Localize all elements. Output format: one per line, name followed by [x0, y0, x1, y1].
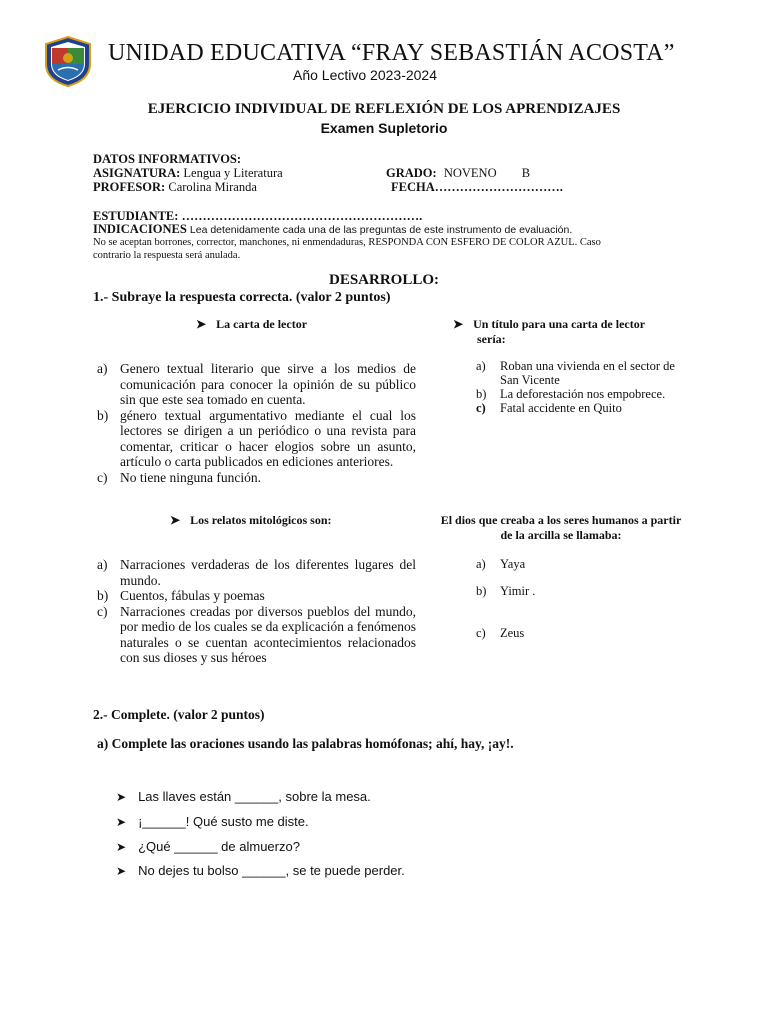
grade-value: NOVENO [443, 166, 497, 180]
sentence-text: ¡______! Qué susto me diste. [138, 814, 309, 829]
student-blank: …………………………………………………. [181, 209, 423, 223]
arrow-bullet-icon: ➤ [453, 317, 464, 331]
block3-title-text: Los relatos mitológicos son: [190, 513, 332, 527]
option-letter: a) [97, 557, 108, 572]
instructions-label: INDICACIONES [93, 222, 187, 236]
option-text: Yaya [500, 557, 526, 571]
list-item[interactable] [97, 604, 416, 666]
teacher-value: Carolina Miranda [168, 180, 257, 194]
rules-line-2: contrario la respuesta será anulada. [93, 250, 241, 261]
option-text: La deforestación nos empobrece. [500, 387, 666, 401]
option-letter: b) [97, 407, 109, 423]
sentence-item[interactable] [116, 814, 309, 829]
teacher-label: PROFESOR: [93, 180, 166, 194]
block1-title [196, 317, 307, 332]
block4-option-c[interactable] [476, 626, 676, 640]
date-label: FECHA [391, 180, 435, 194]
block4-title-line1: El dios que creaba a los seres humanos a partir [440, 513, 682, 527]
block2-options [476, 359, 694, 415]
option-letter: c) [476, 626, 486, 640]
block3-options [97, 557, 416, 666]
block3-title [170, 513, 332, 528]
option-letter: b) [97, 588, 109, 603]
option-text: Cuentos, fábulas y poemas [120, 588, 265, 603]
subject-line [93, 166, 283, 180]
block4-title-line2: de la arcilla se llamaba: [500, 528, 622, 542]
student-line [93, 209, 422, 223]
option-text: Roban una vivienda en el sector de San Vicente [500, 359, 675, 387]
school-name: UNIDAD EDUCATIVA “FRAY SEBASTIÁN ACOSTA” [108, 40, 675, 66]
option-letter: a) [476, 557, 486, 571]
arrow-bullet-icon: ➤ [116, 815, 127, 829]
exercise-title: EJERCICIO INDIVIDUAL DE REFLEXIÓN DE LOS APRENDIZAJES [147, 101, 621, 117]
block4-option-b[interactable] [476, 584, 676, 598]
subject-value: Lengua y Literatura [183, 166, 283, 180]
option-letter: b) [476, 387, 487, 401]
question-1: 1.- Subraye la respuesta correcta. (valor 2 puntos) [93, 290, 391, 305]
grade-label: GRADO: [386, 166, 437, 180]
list-item[interactable] [97, 470, 416, 486]
question-2a: a) Complete las oraciones usando las palabras homófonas; ahí, hay, ¡ay!. [97, 736, 514, 751]
student-label: ESTUDIANTE: [93, 209, 179, 223]
option-letter: c) [476, 401, 486, 415]
option-text: No tiene ninguna función. [120, 469, 261, 485]
date-blank: …………………………. [434, 180, 563, 194]
arrow-bullet-icon: ➤ [170, 513, 181, 527]
option-text: Yimir . [500, 584, 536, 598]
school-year: Año Lectivo 2023-2024 [293, 67, 437, 83]
option-letter: c) [97, 603, 108, 619]
option-letter: a) [97, 361, 108, 376]
block1-title-text: La carta de lector [216, 317, 308, 331]
sentence-item[interactable] [116, 789, 371, 804]
block1-options [97, 361, 416, 485]
option-text: Zeus [500, 626, 525, 640]
arrow-bullet-icon: ➤ [116, 790, 127, 804]
subject-label: ASIGNATURA: [93, 166, 181, 180]
block2-title-line1: Un título para una carta de lector [473, 317, 646, 331]
option-letter: a) [476, 359, 486, 373]
sentence-item[interactable] [116, 863, 405, 878]
sentence-text: Las llaves están ______, sobre la mesa. [138, 789, 371, 804]
grade-section: B [521, 166, 531, 180]
arrow-bullet-icon: ➤ [116, 864, 127, 878]
sentence-text: ¿Qué ______ de almuerzo? [138, 839, 300, 854]
exercise-subtitle: Examen Supletorio [320, 120, 448, 136]
grade-line [386, 166, 530, 180]
list-item[interactable] [97, 588, 416, 604]
sentence-text: No dejes tu bolso ______, se te puede perder. [138, 863, 405, 878]
info-heading: DATOS INFORMATIVOS: [93, 152, 242, 166]
section-heading: DESARROLLO: [328, 272, 440, 288]
list-item[interactable] [476, 387, 694, 401]
instructions-line [93, 222, 572, 237]
option-text: Narraciones creadas por diversos pueblos del mundo, por medio de los cuales se da explicación a fenómenos naturales o se cuentan acontecimientos relacionados con sus dioses y sus héroes [120, 603, 416, 665]
option-letter: c) [97, 469, 108, 485]
list-item[interactable] [476, 401, 694, 415]
sentence-item[interactable] [116, 839, 300, 854]
block4-title [420, 513, 702, 543]
rules-line-1: No se aceptan borrones, corrector, manchones, ni enmendaduras, RESPONDA CON ESFERO DE COLOR AZUL. Caso [93, 237, 601, 248]
school-crest-logo [40, 34, 96, 88]
option-text: género textual argumentativo mediante el cual los lectores se dirigen a un periódico o una revista para comentar, criticar o hacer elogios sobre un asunto, artículo o carta publicados en ediciones anteriores. [120, 407, 416, 469]
arrow-bullet-icon: ➤ [116, 840, 127, 854]
list-item[interactable] [97, 408, 416, 470]
teacher-line [93, 180, 257, 194]
block2-title [453, 317, 693, 347]
date-line [391, 180, 563, 194]
list-item[interactable] [97, 361, 416, 408]
arrow-bullet-icon: ➤ [196, 317, 207, 331]
list-item[interactable] [476, 359, 694, 387]
option-text: Fatal accidente en Quito [500, 401, 622, 415]
block2-title-line2: sería: [477, 332, 506, 346]
question-2: 2.- Complete. (valor 2 puntos) [93, 707, 265, 722]
block4-option-a[interactable] [476, 557, 676, 571]
list-item[interactable] [97, 557, 416, 588]
option-text: Genero textual literario que sirve a los medios de comunicación para conocer la opinión de su público sin que este sea tomado en cuenta. [120, 361, 416, 407]
option-text: Narraciones verdaderas de los diferentes lugares del mundo. [120, 557, 416, 588]
instructions-text: Lea detenidamente cada una de las preguntas de este instrumento de evaluación. [189, 224, 573, 236]
option-letter: b) [476, 584, 487, 598]
